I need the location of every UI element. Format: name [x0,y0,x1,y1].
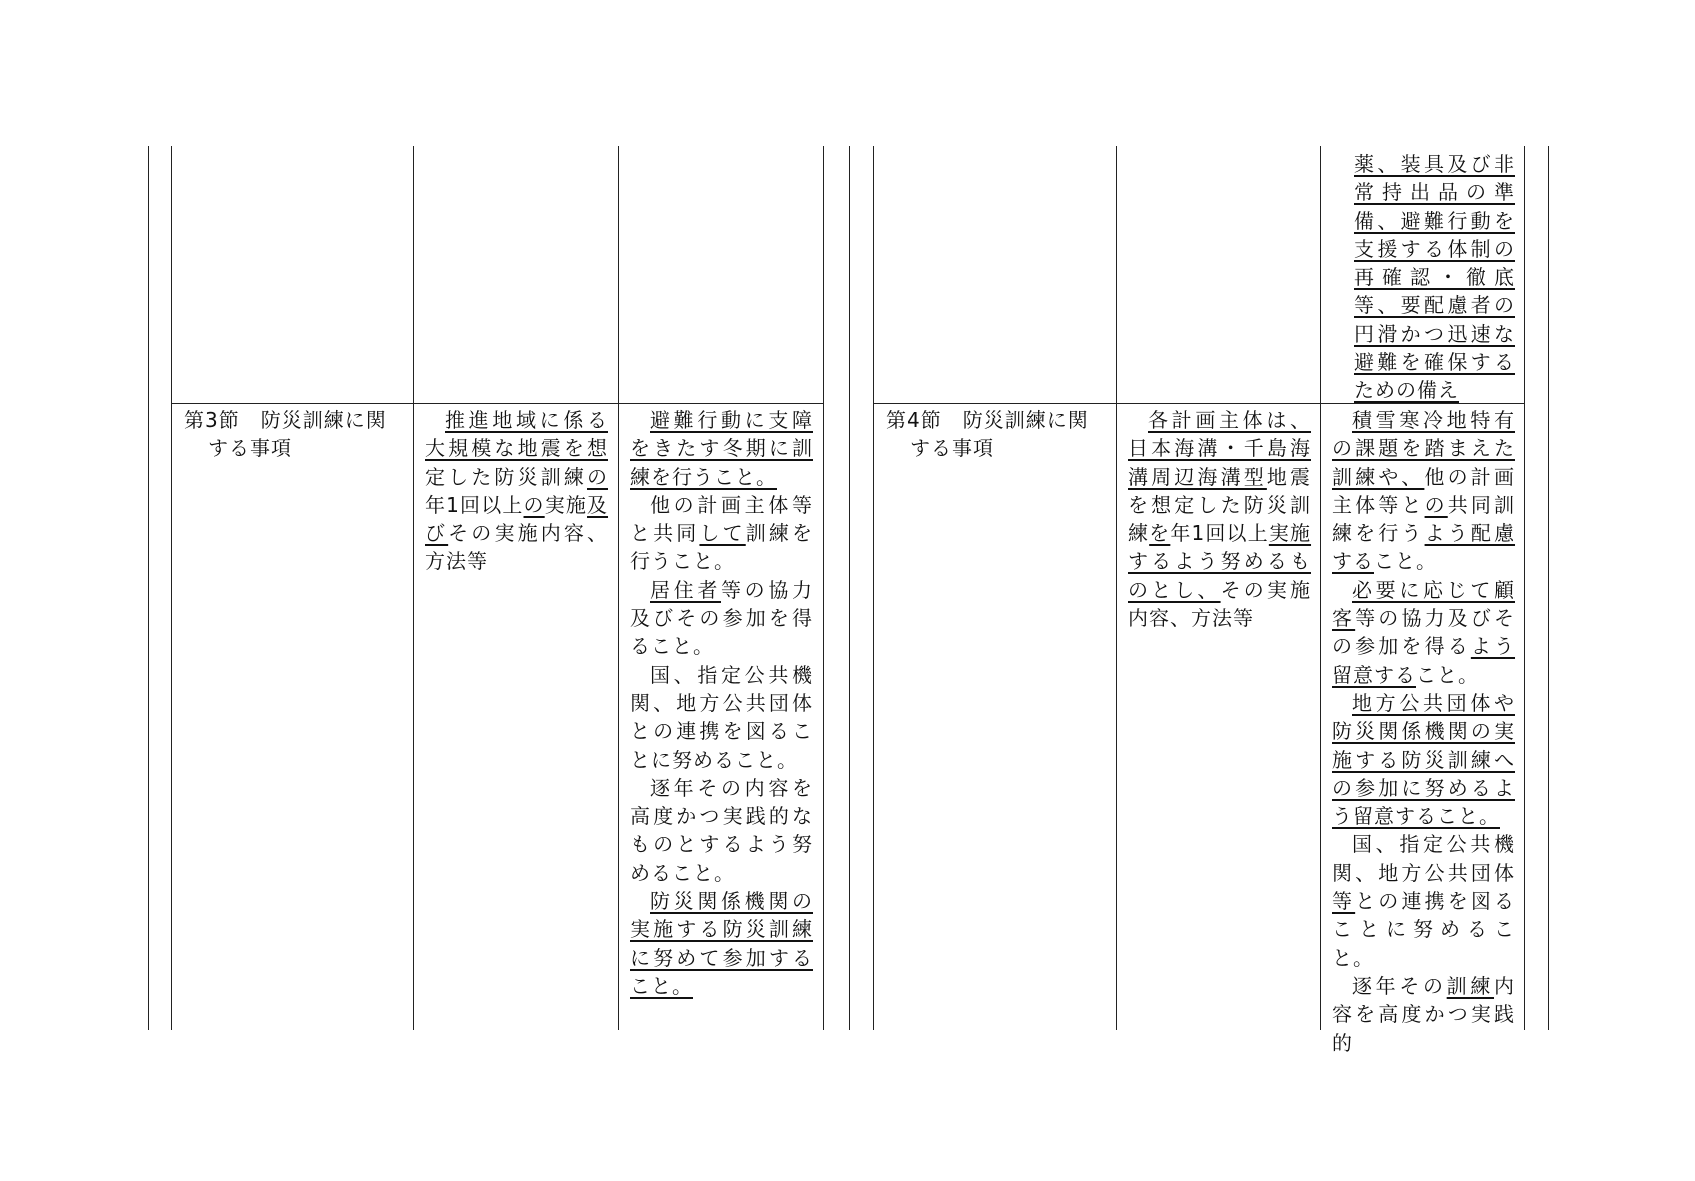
text-run: 訓練を行うこと。 [630,521,814,574]
table-rule-left-inner [171,146,172,1030]
text-run: 実施 [544,492,588,517]
text-run: 防災関係機関の実施する防災訓練に努めて参加すること。 [630,889,813,998]
text-run: 実施 [1268,521,1312,546]
left-col3-p6 [630,887,813,1000]
table-rule-left-col2 [413,146,414,1030]
text-run: の [1424,492,1448,517]
section-heading-3 [184,406,406,463]
text-run: 必要に応じて顧客 [1332,577,1515,631]
text-run: の [587,464,608,489]
text-run: 地方公共団体や防災関係機関の実施する防災訓練への参加に努めるよう留意すること。 [1332,690,1515,829]
text-run: 他の計画主体等と共同 [630,492,813,546]
table-rule-right-inner [873,146,874,1030]
left-col3-p2 [630,491,813,576]
left-col3-p1 [630,406,813,491]
right-col3-p4 [1332,830,1515,971]
text-run: を [1149,521,1171,546]
left-col3-p5 [630,774,813,887]
text-run: 大規模な地震を想 [425,436,608,461]
text-run: 年1回以上 [425,492,524,517]
right-col3-p5 [1332,972,1515,1057]
left-col3-p3 [630,576,813,661]
text-run: こと。 [1416,662,1479,687]
left-col3-cell [630,406,813,1000]
text-run: 各計画主体は、日本海溝・千島海溝周辺海溝型 [1128,408,1311,489]
text-run: 避難行動に支障をきたす冬期に訓練を行うこと。 [630,408,813,489]
table-rule-right-end [1548,146,1549,1030]
text-run: 定した防災訓練 [425,464,587,489]
section-heading-4-line1: 第4節 防災訓練に関 [886,408,1089,432]
text-run: 推進地域に係る [445,408,608,432]
text-run: の [523,492,545,517]
text-run: 及び [425,492,609,546]
left-col2-paragraph [425,406,608,576]
text-run: よう配慮する [1332,521,1516,574]
right-col3-p3 [1332,689,1515,830]
text-run: 訓練 [1446,973,1495,998]
text-run: 等の協力及びその参加を得ること。 [630,577,813,659]
text-run: 国、指定公共機関、地方公共団体 [1332,832,1515,885]
text-run: 年1回以上 [1170,521,1269,546]
table-rule-left-col3 [618,146,619,1030]
right-col2-cell [1128,406,1311,632]
text-run: 地震を想定した防災訓練 [1128,464,1312,546]
table-rule-left-end [823,146,824,1030]
text-run: 等の協力及びその参加を得る [1332,606,1516,659]
row-separator-left [171,403,824,404]
text-run: 薬、装具及び非常持出品の準備、避難行動を支援する体制の再確認・徹底等、要配慮者の円滑かつ迅速な避難を確保するための備え [1354,152,1515,403]
table-rule-right-col3 [1320,146,1321,1030]
section-heading-4 [886,406,1108,463]
table-rule-left-outer [148,146,149,1030]
right-col3-cell [1332,406,1515,1057]
right-col3-top-cell [1332,150,1515,405]
text-run: との連携を図ることに努めること。 [1332,889,1516,970]
text-run: 居住者 [650,577,721,602]
right-col3-top-paragraph [1332,150,1515,405]
text-run: して [699,521,746,546]
text-run: 他の計画主体等と [1332,464,1516,517]
table-rule-right-col4 [1524,146,1525,1030]
text-run: 逐年その [1352,973,1447,998]
text-run: 逐年その内容を高度かつ実践的なものとするよう努めること。 [630,775,813,885]
table-rule-right-outer [849,146,850,1030]
text-run: その実施内容、方法等 [1128,577,1312,631]
text-run: するよう努めるものとし、 [1128,549,1311,602]
left-col2-cell [425,406,608,576]
text-run: よう留意する [1332,634,1516,687]
text-run: その実施内容、方法等 [425,521,609,574]
section-heading-4-line2: する事項 [910,436,994,461]
text-run: こと。 [1374,549,1437,574]
text-run: 国、指定公共機関、地方公共団体との連携を図ることに努めること。 [630,662,813,772]
left-col3-p4 [630,661,813,774]
text-run: 等 [1332,889,1356,914]
text-run: 積雪寒冷地特有の課題を踏まえた訓練や、 [1332,408,1515,489]
right-col3-p1 [1332,406,1515,576]
right-col3-p2 [1332,576,1515,689]
section-heading-3-line2: する事項 [208,436,292,461]
table-rule-right-col2 [1116,146,1117,1030]
right-col2-paragraph [1128,406,1311,632]
text-run: 共同訓練を行う [1332,492,1516,546]
section-heading-3-line1: 第3節 防災訓練に関 [184,408,387,432]
text-run: 内容を高度かつ実践的 [1332,973,1516,1055]
